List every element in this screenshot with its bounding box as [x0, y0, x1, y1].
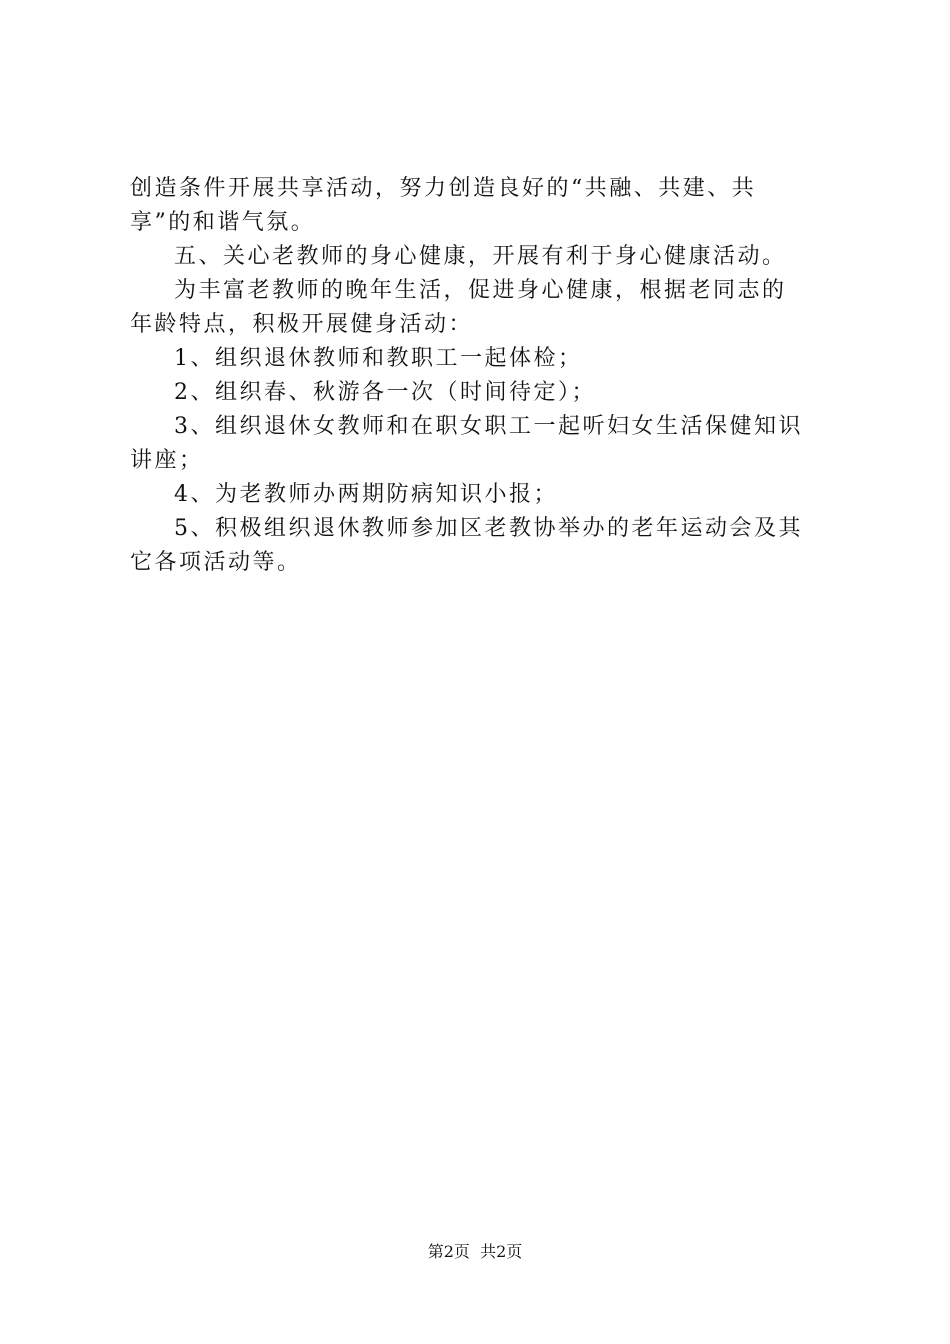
paragraph-line: 享”的和谐气氛。: [130, 210, 316, 235]
list-item: 3、组织退休女教师和在职女职工一起听妇女生活保健知识: [174, 414, 803, 439]
list-item-continuation: 它各项活动等。: [130, 550, 302, 575]
page-footer: [0, 1240, 950, 1264]
page-number-label: 第2页 共2页: [427, 1242, 523, 1261]
document-body: [130, 172, 830, 580]
list-item: 5、积极组织退休教师参加区老教协举办的老年运动会及其: [174, 516, 803, 541]
list-item: 1、组织退休教师和教职工一起体检；: [174, 346, 583, 371]
list-item: 2、组织春、秋游各一次（时间待定）；: [174, 380, 596, 405]
list-item-continuation: 讲座；: [130, 448, 204, 473]
paragraph-line: 创造条件开展共享活动，努力创造良好的“共融、共建、共: [130, 176, 757, 201]
paragraph-line: 为丰富老教师的晚年生活，促进身心健康，根据老同志的: [174, 278, 787, 303]
section-heading: 五、关心老教师的身心健康，开展有利于身心健康活动。: [174, 244, 787, 269]
paragraph-line: 年龄特点，积极开展健身活动：: [130, 312, 474, 337]
list-item: 4、为老教师办两期防病知识小报；: [174, 482, 558, 507]
